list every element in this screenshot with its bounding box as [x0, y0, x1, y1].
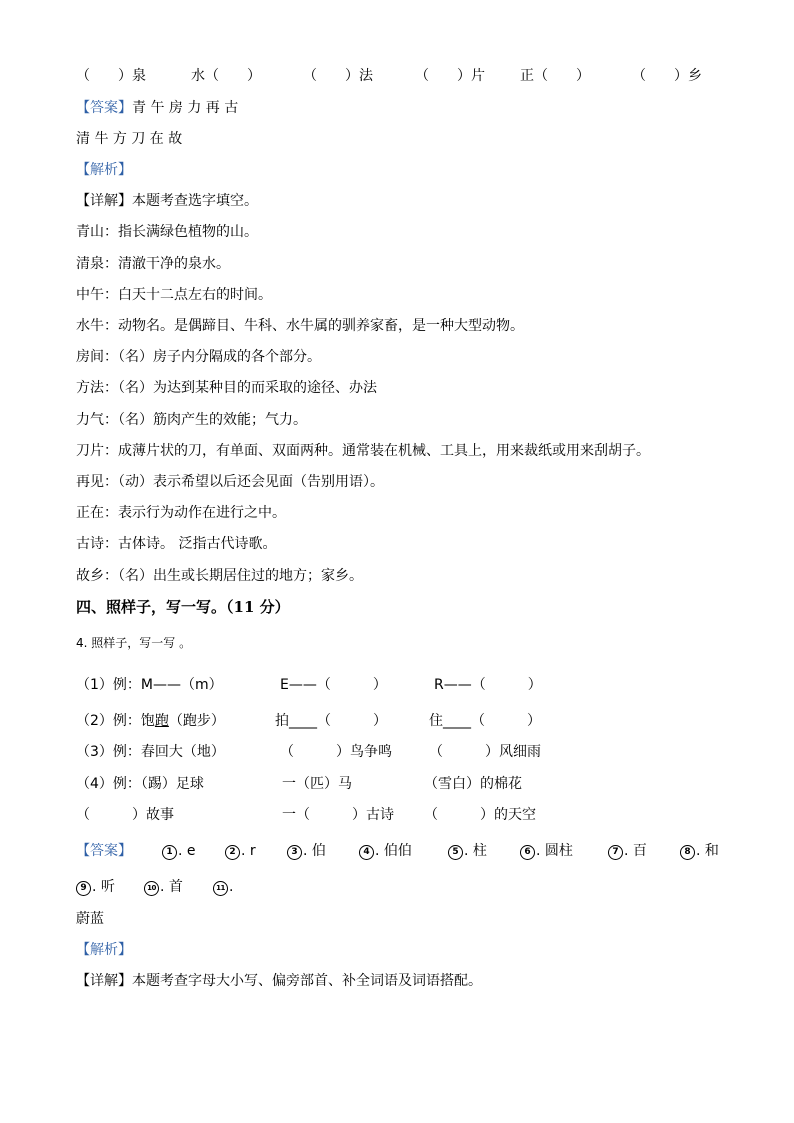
answer-item: 9 . 听 — [76, 877, 115, 897]
question-title: 4. 照样子，写一写 。 — [76, 636, 192, 650]
analysis-item: 刀片：成薄片状的刀，有单面、双面两种。通常装在机械、工具上，用来裁纸或用来刮胡子。 — [76, 443, 650, 459]
answer-item: 5 . 柱 — [448, 841, 487, 861]
row1-col3: R——（ ） — [434, 677, 542, 693]
analysis-label-4: 【解析】 — [76, 942, 132, 958]
answer-item: 8 . 和 — [680, 841, 719, 861]
answer-item: 7 . 百 — [608, 841, 647, 861]
analysis-item: 方法：（名）为达到某种目的而采取的途径、办法 — [76, 380, 377, 396]
row5-col1: （ ）故事 — [76, 807, 174, 823]
row3-example: （3）例：春回大（地） — [76, 744, 225, 760]
row4-col2: 一（匹）马 — [282, 776, 352, 792]
row4-col3: （雪白）的棉花 — [424, 776, 522, 792]
analysis-item: 古诗：古体诗。 泛指古代诗歌。 — [76, 536, 277, 552]
answer-item: 2 . r — [225, 841, 256, 861]
row3-col2: （ ）鸟争鸣 — [280, 744, 392, 760]
q3-answer-line — [76, 98, 238, 118]
analysis-item: 水牛：动物名。是偶蹄目、牛科、水牛属的驯养家畜，是一种大型动物。 — [76, 318, 524, 334]
analysis-item: 中午：白天十二点左右的时间。 — [76, 287, 272, 303]
row2-col3: 住____（ ） — [429, 713, 541, 729]
row1-example: （1）例：M——（m） — [76, 677, 223, 693]
row5-col3: （ ）的天空 — [424, 807, 536, 823]
answer-label-4: 【答案】 — [76, 843, 132, 859]
row1-col2: E——（ ） — [280, 677, 387, 693]
detail-text: 【详解】本题考查选字填空。 — [76, 193, 258, 209]
blank-zheng: 正（ ） — [520, 68, 590, 84]
answer-item: 1 . e — [162, 841, 196, 861]
blank-fa: （ ）法 — [303, 68, 373, 84]
analysis-item: 再见：（动）表示希望以后还会见面（告别用语）。 — [76, 474, 384, 490]
answer-item: 6 . 圆柱 — [520, 841, 573, 861]
analysis-item: 故乡：（名）出生或长期居住过的地方；家乡。 — [76, 568, 363, 584]
analysis-item: 房间：（名）房子内分隔成的各个部分。 — [76, 349, 321, 365]
row3-col3: （ ）风细雨 — [429, 744, 541, 760]
blank-pian: （ ）片 — [415, 68, 485, 84]
row5-col2: 一（ ）古诗 — [282, 807, 394, 823]
answer-item: 11 . — [213, 877, 233, 897]
analysis-item: 清泉：清澈干净的泉水。 — [76, 256, 230, 272]
section-heading: 四、照样子，写一写。（11 分） — [76, 598, 290, 616]
answer-text-2: 清 牛 方 刀 在 故 — [76, 131, 183, 147]
answer-item: 3 . 伯 — [287, 841, 326, 861]
analysis-item: 力气：（名）筋肉产生的效能；气力。 — [76, 412, 307, 428]
analysis-label: 【解析】 — [76, 162, 132, 178]
blank-shui: 水（ ） — [191, 68, 261, 84]
answer-text-1: 青 午 房 力 再 古 — [132, 100, 239, 116]
answer-tail: 蔚蓝 — [76, 911, 104, 927]
detail-text-4: 【详解】本题考查字母大小写、偏旁部首、补全词语及词语搭配。 — [76, 973, 482, 989]
row2-example: （2）例：饱跑（跑步） — [76, 713, 225, 729]
analysis-item: 正在：表示行为动作在进行之中。 — [76, 505, 286, 521]
answer-item: 4 . 伯伯 — [359, 841, 412, 861]
answer-item: 10 . 首 — [144, 877, 183, 897]
row2-col2: 拍____（ ） — [275, 713, 387, 729]
analysis-item: 青山：指长满绿色植物的山。 — [76, 224, 258, 240]
blank-xiang: （ ）乡 — [632, 68, 702, 84]
blank-quan: （ ）泉 — [76, 68, 146, 84]
row4-example: （4）例：（踢）足球 — [76, 776, 204, 792]
answer-label: 【答案】 — [76, 100, 132, 116]
